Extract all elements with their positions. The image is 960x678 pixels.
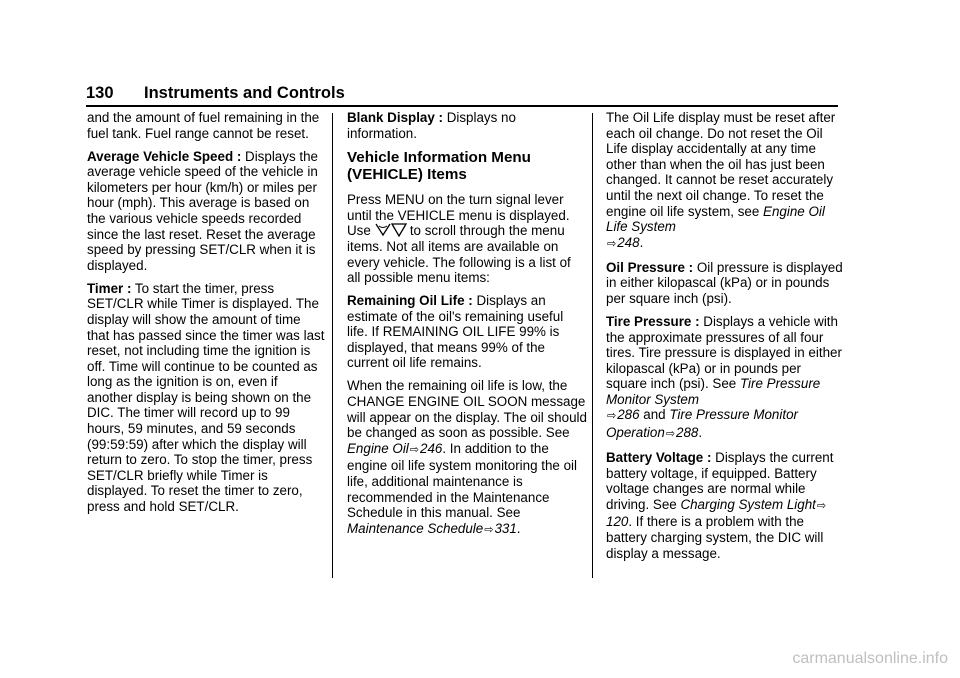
battery-voltage-text: Displays the current battery voltage, if equipped. Battery voltage changes are normal while driving. See — [606, 450, 834, 512]
engine-oil-life-system-link[interactable]: Engine Oil Life System — [606, 203, 825, 235]
column-divider — [592, 113, 593, 578]
oil-low-text-2: . In addition to the engine oil life system monitoring the oil life, additional maintenance is recommended in the Maintenance Schedule in this manual. See — [347, 440, 577, 521]
charging-system-light-page[interactable]: 120 — [606, 514, 629, 530]
remaining-oil-life-term: Remaining Oil Life : — [347, 293, 473, 309]
oil-low-paragraph — [347, 378, 587, 538]
oil-life-reset-paragraph — [606, 110, 844, 252]
xref-arrow-icon: ⇨ — [607, 410, 617, 423]
fuel-range-paragraph: and the amount of fuel remaining in the fuel tank. Fuel range cannot be reset. — [87, 110, 320, 141]
maintenance-schedule-link[interactable]: Maintenance Schedule — [347, 520, 484, 536]
engine-oil-page[interactable]: 246 — [420, 440, 443, 456]
timer-paragraph — [87, 281, 325, 515]
oil-life-reset-end: . — [639, 234, 644, 250]
tire-pressure-text: Displays a vehicle with the approximate pressures of all four tires. Tire pressure is displayed in either kilopascal (kPa) or in pounds per square inch (psi). See — [606, 313, 842, 392]
engine-oil-life-system-page[interactable]: 248 — [617, 234, 640, 250]
column-3 — [606, 110, 844, 569]
blank-display-text: Displays no information. — [347, 110, 516, 141]
average-speed-text: Displays the average vehicle speed of the vehicle in kilometers per hour (km/h) or miles per hour (mph). This average is based on the various vehicle speeds recorded since the last reset. Reset the average speed by pressing SET/CLR when it is displayed. — [87, 148, 318, 273]
battery-voltage-paragraph — [606, 450, 844, 561]
xref-arrow-icon: ⇨ — [665, 428, 676, 441]
xref-arrow-icon: ⇨ — [409, 443, 420, 456]
oil-life-reset-text: The Oil Life display must be reset after each oil change. Do not reset the Oil Life display accidentally at any time other than when the oil has just been changed. It cannot be reset accurately until the next oil change. To reset the engine oil life system, see — [606, 110, 836, 219]
menu-instructions-paragraph — [347, 192, 587, 286]
menu-instructions-text: Press MENU on the turn signal lever until the VEHICLE menu is displayed. Use — [347, 192, 570, 239]
timer-term: Timer : — [87, 280, 132, 296]
vehicle-menu-heading: Vehicle Information Menu (VEHICLE) Items — [347, 148, 531, 184]
timer-text: To start the timer, press SET/CLR while Timer is displayed. The display will show the amount of time that has passed since the timer was last reset, not including time the ignition is off. Time will continue to be counted as long as the ignition is on, even if another display is being shown on the DIC. The timer will record up to 99 hours, 59 minutes, and 59 seconds (99:59:59) after which the display will return to zero. To stop the timer, press SET/CLR briefly while Timer is displayed. To reset the timer to zero, press and hold SET/CLR. — [87, 280, 325, 515]
tire-pressure-monitor-system-page[interactable]: 286 — [617, 407, 640, 423]
battery-voltage-term: Battery Voltage : — [606, 450, 712, 466]
tire-pressure-monitor-operation-link[interactable]: Tire Pressure Monitor Operation — [606, 407, 798, 441]
oil-pressure-term: Oil Pressure : — [606, 259, 694, 275]
oil-pressure-text: Oil pressure is displayed in either kilopascal (kPa) or in pounds per square inch (psi). — [606, 259, 843, 306]
oil-low-text: When the remaining oil life is low, the CHANGE ENGINE OIL SOON message will appear on the display. The oil should be changed as soon as possible. See — [347, 378, 587, 441]
page-header — [86, 83, 838, 103]
engine-oil-link[interactable]: Engine Oil — [347, 440, 409, 456]
tire-pressure-end: . — [698, 425, 703, 441]
oil-pressure-paragraph — [606, 260, 844, 307]
thumbwheel-up-icon — [375, 223, 391, 237]
blank-display-paragraph — [347, 110, 587, 141]
blank-display-term: Blank Display : — [347, 110, 443, 125]
xref-arrow-icon: ⇨ — [816, 499, 827, 512]
oil-low-text-3: . — [516, 520, 521, 536]
average-speed-paragraph — [87, 149, 325, 274]
charging-system-light-link[interactable]: Charging System Light — [680, 496, 816, 512]
scroll-icons — [375, 221, 407, 237]
tire-pressure-monitor-operation-page[interactable]: 288 — [676, 425, 699, 441]
menu-instructions-text-2: to scroll through the menu items. Not all items are available on every vehicle. The following is a list of all possible menu items: — [347, 223, 571, 286]
tire-pressure-and: and — [639, 407, 670, 423]
page-number: 130 — [86, 84, 114, 102]
remaining-oil-life-text: Displays an estimate of the oil's remaining useful life. If REMAINING OIL LIFE 99% is displayed, that means 99% of the current oil life remains. — [347, 293, 564, 371]
section-title: Instruments and Controls — [144, 84, 345, 102]
column-1 — [87, 110, 325, 522]
tire-pressure-paragraph — [606, 314, 844, 443]
tire-pressure-term: Tire Pressure : — [606, 313, 700, 329]
tire-pressure-monitor-system-link[interactable]: Tire Pressure Monitor System — [606, 376, 821, 407]
maintenance-schedule-page[interactable]: 331 — [494, 520, 517, 536]
watermark: carmanualsonline.info — [792, 650, 948, 667]
average-speed-term: Average Vehicle Speed : — [87, 148, 242, 164]
remaining-oil-life-paragraph — [347, 293, 587, 371]
column-divider — [332, 113, 333, 578]
header-rule — [86, 105, 838, 107]
xref-arrow-icon: ⇨ — [607, 237, 617, 250]
column-2 — [347, 110, 587, 546]
thumbwheel-down-icon — [391, 223, 407, 237]
xref-arrow-icon: ⇨ — [484, 523, 494, 536]
battery-voltage-end: . If there is a problem with the battery charging system, the DIC will display a message. — [606, 514, 824, 561]
